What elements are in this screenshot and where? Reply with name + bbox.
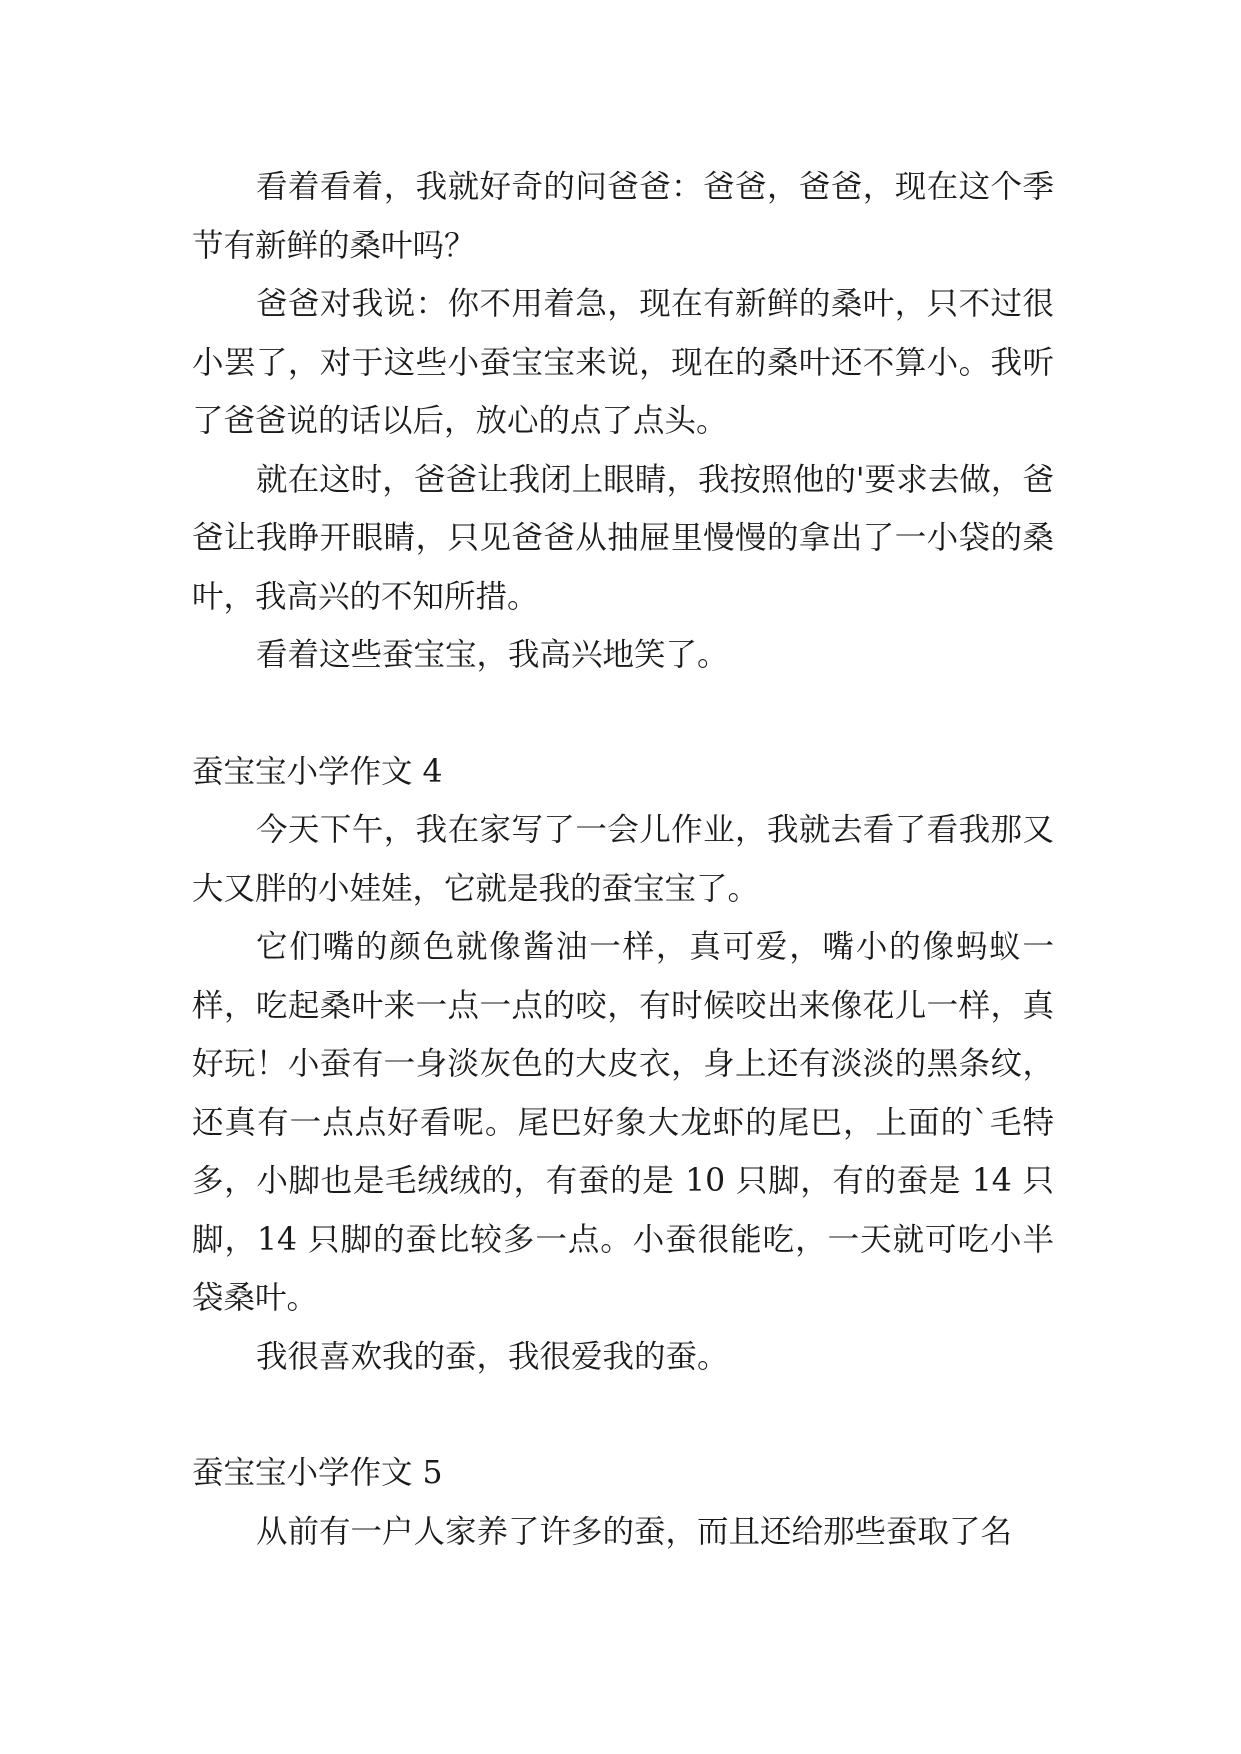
paragraph: 它们嘴的颜色就像酱油一样，真可爱，嘴小的像蚂蚁一样，吃起桑叶来一点一点的咬，有时候咬出来像花儿一样，真好玩！小蚕有一身淡灰色的大皮衣，身上还有淡淡的黑条纹，还真有一点点好看呢。尾巴好象大龙虾的尾巴，上面的`毛特多，小脚也是毛绒绒的，有蚕的是 10 只脚，有的蚕是 14 只脚，14 只脚的蚕比较多一点。小蚕很能吃，一天就可吃小半袋桑叶。: [192, 929, 1054, 1316]
paragraph: 看着看着，我就好奇的问爸爸：爸爸，爸爸，现在这个季节有新鲜的桑叶吗？: [192, 169, 1054, 264]
paragraph: 就在这时，爸爸让我闭上眼睛，我按照他的'要求去做，爸爸让我睁开眼睛，只见爸爸从抽屉里慢慢的拿出了一小袋的桑叶，我高兴的不知所措。: [192, 461, 1054, 615]
paragraph: 爸爸对我说：你不用着急，现在有新鲜的桑叶，只不过很小罢了，对于这些小蚕宝宝来说，现在的桑叶还不算小。我听了爸爸说的话以后，放心的点了点头。: [192, 286, 1054, 439]
section-heading: 蚕宝宝小学作文 4: [192, 753, 443, 790]
paragraph: 看着这些蚕宝宝，我高兴地笑了。: [256, 637, 729, 673]
paragraph: 我很喜欢我的蚕，我很爱我的蚕。: [256, 1338, 729, 1375]
document-body: [192, 158, 1054, 1561]
paragraph: 从前有一户人家养了许多的蚕，而且还给那些蚕取了名: [256, 1513, 1013, 1550]
paragraph: 今天下午，我在家写了一会儿作业，我就去看了看我那又大又胖的小娃娃，它就是我的蚕宝宝了。: [192, 812, 1054, 907]
section-heading: 蚕宝宝小学作文 5: [192, 1455, 443, 1491]
